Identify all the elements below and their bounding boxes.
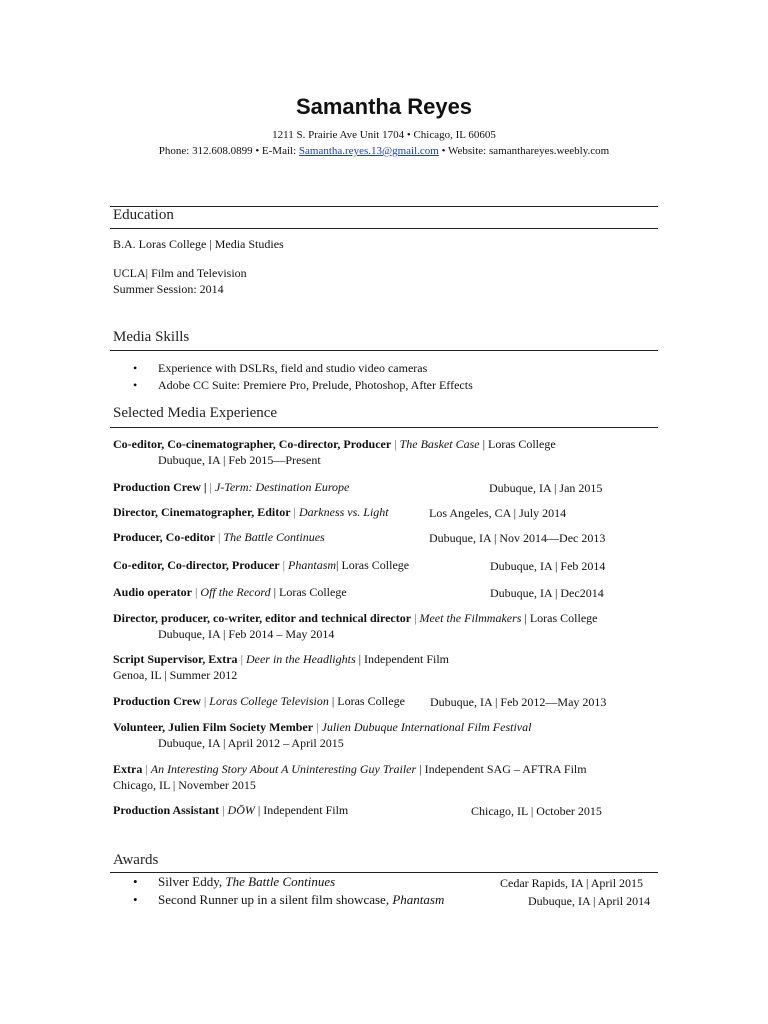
- experience-entry: Co-editor, Co-cinematographer, Co-director, Producer | The Basket Case | Loras College: [113, 437, 556, 451]
- divider: [110, 872, 658, 873]
- divider: [110, 350, 658, 351]
- experience-org: | Loras College: [328, 694, 405, 708]
- experience-entry: Production Assistant | DŌW | Independent Film: [113, 803, 349, 817]
- experience-project: Off the Record: [200, 585, 271, 599]
- experience-role: Co-editor, Co-director, Producer: [113, 558, 280, 572]
- award-location: Dubuque, IA | April 2014: [528, 894, 651, 908]
- section-title-education: Education: [113, 207, 174, 223]
- experience-location-date: Dubuque, IA | Feb 2012—May 2013: [430, 695, 607, 709]
- skill-item: • Adobe CC Suite: Premiere Pro, Prelude, Photoshop, After Effects: [133, 378, 473, 392]
- experience-project: The Basket Case: [399, 437, 480, 451]
- email-link[interactable]: Samantha.reyes.13@gmail.com: [298, 145, 439, 157]
- education-ucla: UCLA| Film and Television: [113, 266, 247, 280]
- experience-location-date: Genoa, IL | Summer 2012: [113, 668, 238, 682]
- experience-project: Loras College Television: [209, 694, 329, 708]
- experience-project: Meet the Filmmakers: [419, 611, 522, 625]
- experience-project: Julien Dubuque International Film Festival: [321, 720, 532, 734]
- experience-location-date: Dubuque, IA | Feb 2014: [490, 559, 606, 573]
- experience-role: Production Assistant: [113, 803, 220, 817]
- experience-org: | Independent SAG – AFTRA Film: [416, 762, 587, 776]
- section-title-awards: Awards: [113, 852, 159, 868]
- experience-role: Co-editor, Co-cinematographer, Co-director, Producer: [113, 437, 392, 451]
- experience-entry: Audio operator | Off the Record | Loras College: [113, 585, 347, 599]
- divider: [110, 427, 658, 428]
- experience-entry: Production Crew | | J-Term: Destination Europe: [113, 480, 350, 494]
- experience-org: | Loras College: [521, 611, 598, 625]
- award-item: • Second Runner up in a silent film showcase, Phantasm: [133, 892, 445, 907]
- award-location: Cedar Rapids, IA | April 2015: [500, 876, 644, 890]
- resume-name: Samantha Reyes: [295, 94, 473, 119]
- experience-role: Script Supervisor, Extra: [113, 652, 238, 666]
- experience-entry: Production Crew | Loras College Television | Loras College: [113, 694, 405, 708]
- experience-location-date: Dubuque, IA | Nov 2014—Dec 2013: [429, 531, 606, 545]
- experience-entry: Director, producer, co-writer, editor and technical director | Meet the Filmmakers | Loras College: [113, 611, 598, 625]
- experience-location-date: Chicago, IL | October 2015: [471, 804, 602, 818]
- experience-role: Production Crew: [113, 694, 201, 708]
- experience-location-date: Dubuque, IA | April 2012 – April 2015: [158, 736, 344, 750]
- experience-role: Volunteer, Julien Film Society Member: [113, 720, 314, 734]
- contact-line: [0, 145, 768, 157]
- experience-location-date: Los Angeles, CA | July 2014: [429, 506, 567, 520]
- experience-project: Phantasm: [288, 558, 337, 572]
- experience-project: Deer in the Headlights: [245, 652, 356, 666]
- experience-project: An Interesting Story About A Uninteresting Guy Trailer: [150, 762, 417, 776]
- experience-role: Extra: [113, 762, 143, 776]
- award-item: • Silver Eddy, The Battle Continues: [133, 874, 336, 889]
- address: 1211 S. Prairie Ave Unit 1704 • Chicago, IL 60605: [272, 129, 496, 141]
- experience-entry: Script Supervisor, Extra | Deer in the Headlights | Independent Film: [113, 652, 450, 666]
- experience-org: | Loras College: [479, 437, 556, 451]
- experience-role: Producer, Co-editor: [113, 530, 215, 544]
- experience-entry: Volunteer, Julien Film Society Member | Julien Dubuque International Film Festival: [113, 720, 532, 734]
- experience-project: Darkness vs. Light: [298, 505, 389, 519]
- experience-location-date: Dubuque, IA | Dec2014: [490, 586, 604, 600]
- experience-project: DŌW: [227, 803, 255, 817]
- experience-project: The Battle Continues: [223, 530, 325, 544]
- experience-location-date: Dubuque, IA | Feb 2014 – May 2014: [158, 627, 335, 641]
- experience-entry: Producer, Co-editor | The Battle Continues: [113, 530, 325, 544]
- divider: [110, 228, 658, 229]
- experience-role: Production Crew |: [113, 480, 207, 494]
- phone: Phone: 312.608.0899 • E-Mail:: [158, 145, 299, 157]
- education-session: Summer Session: 2014: [113, 282, 224, 296]
- section-title-skills: Media Skills: [113, 329, 190, 345]
- education-degree: B.A. Loras College | Media Studies: [113, 237, 284, 251]
- experience-role: Director, producer, co-writer, editor and technical director: [113, 611, 412, 625]
- experience-role: Director, Cinematographer, Editor: [113, 505, 291, 519]
- experience-location-date: Chicago, IL | November 2015: [113, 778, 256, 792]
- experience-entry: Director, Cinematographer, Editor | Darkness vs. Light: [113, 505, 389, 519]
- experience-location-date: Dubuque, IA | Feb 2015—Present: [158, 453, 321, 467]
- experience-entry: Extra | An Interesting Story About A Uninteresting Guy Trailer | Independent SAG – AFTRA Film: [113, 762, 587, 776]
- experience-project: J-Term: Destination Europe: [214, 480, 350, 494]
- section-title-experience: Selected Media Experience: [113, 405, 278, 421]
- experience-role: Audio operator: [113, 585, 192, 599]
- experience-org: | Independent Film: [355, 652, 450, 666]
- skill-item: • Experience with DSLRs, field and studio video cameras: [133, 361, 428, 375]
- website: • Website: samanthareyes.weebly.com: [438, 145, 610, 157]
- experience-org: | Loras College: [336, 558, 410, 572]
- experience-location-date: Dubuque, IA | Jan 2015: [489, 481, 603, 495]
- experience-entry: Co-editor, Co-director, Producer | Phantasm| Loras College: [113, 558, 410, 572]
- divider: [110, 206, 658, 207]
- experience-org: | Independent Film: [254, 803, 349, 817]
- experience-org: | Loras College: [270, 585, 347, 599]
